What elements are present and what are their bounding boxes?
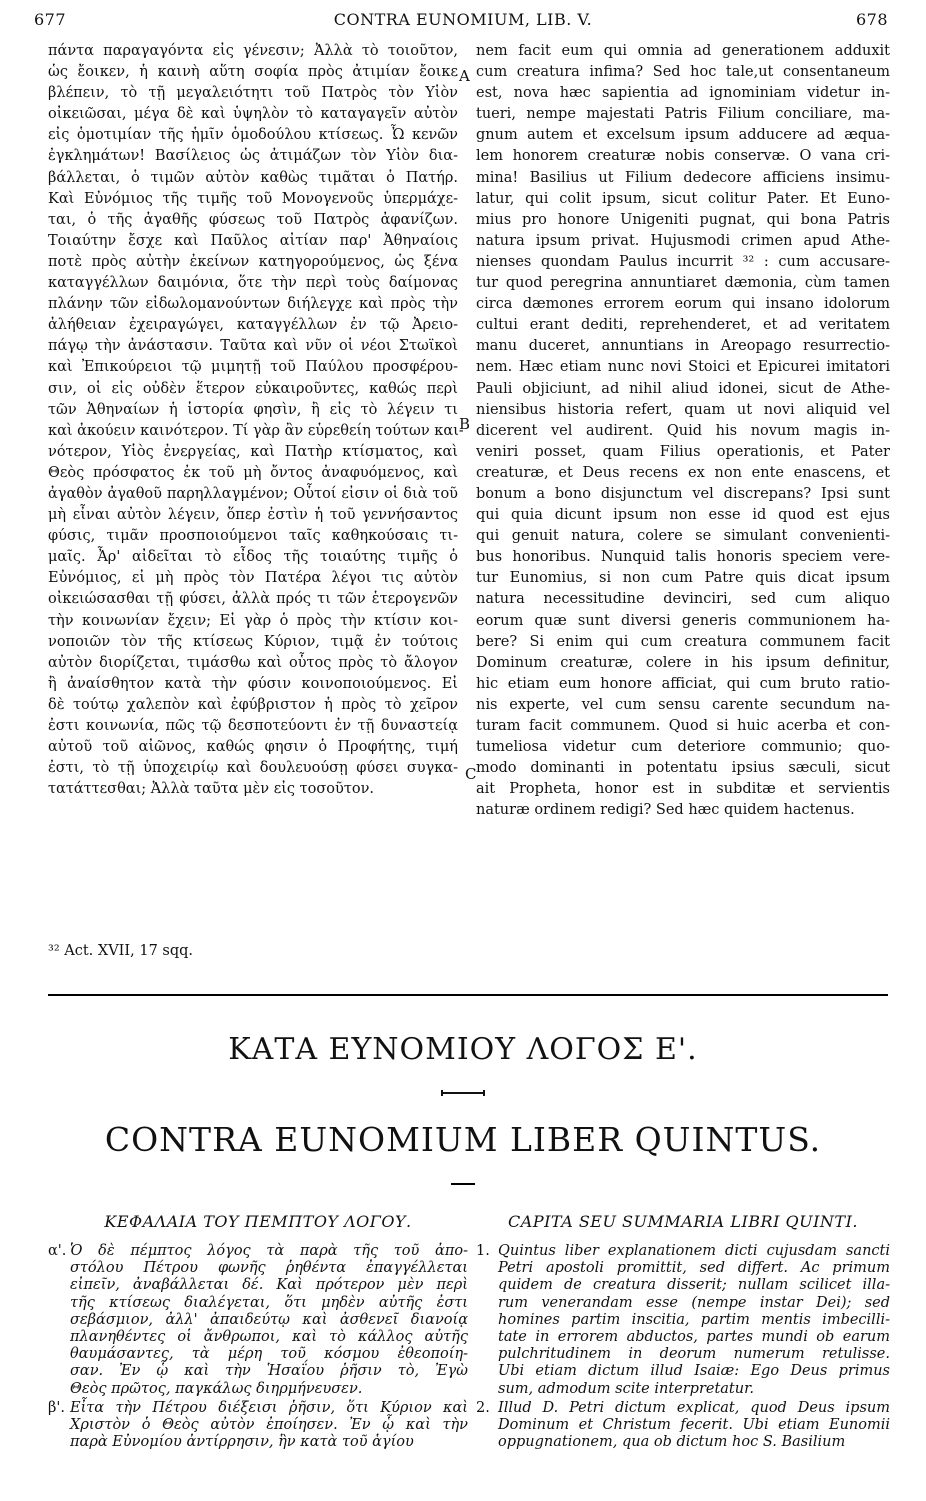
greek-text-line: βάλλεται, ὁ τιμῶν αὐτὸν καθὼς τιμᾶται ὁ Πατήρ. (48, 169, 458, 186)
latin-text-line: qui genuit natura, colere se simulant convenienti- (476, 528, 890, 545)
latin-text-line: nienses quondam Paulus incurrit ³² : cum accusare- (476, 253, 890, 270)
greek-text-line: τατάττεσθαι; Ἀλλὰ ταῦτα μὲν εἰς τοσοῦτον. (48, 781, 375, 798)
latin-text-line: nem. Hæc etiam nunc novi Stoici et Epicurei imitatori (476, 359, 890, 376)
greek-text-line: ποτὲ πρὸς αὐτὴν ἐκείνων κατηγορούμενος, ὡς ξένα (48, 253, 458, 270)
greek-text-line: Καὶ Εὐνόμιος τῆς τιμῆς τοῦ Μονογενοῦς ὑπερμάχε- (48, 190, 458, 207)
chapter-summary-line: πλανηθέντες οἱ ἄνθρωποι, καὶ τὸ κάλλος αὐτῆς (70, 1329, 468, 1346)
latin-text-line: veniri posset, quam Filius operationis, et Pater (476, 443, 890, 460)
chapter-summary-line: Quintus liber explanationem dicti cujusdam sancti (498, 1243, 890, 1259)
chapter-summary-line: θαυμάσαντες, τὰ μέρη τοῦ κόσμου ἐθεοποίη- (70, 1346, 468, 1363)
latin-text-line: latur, qui colit ipsum, sicut colitur Pater. Et Euno- (476, 190, 890, 207)
greek-text-line: Θεὸς πρόσφατος ἐκ τοῦ μὴ ὄντος ἀναφυόμενος, καὶ (48, 464, 458, 481)
chapter-summary-line: homines partim inscitia, partim mentis imbecilli- (498, 1311, 890, 1328)
greek-text-line: βλέπειν, τὸ τῇ μεγαλειότητι τοῦ Πατρὸς τὸν Υἱὸν (48, 85, 458, 102)
latin-chapter-list (476, 1243, 890, 1453)
latin-text-line: cum creatura infima? Sed hoc tale,ut consentaneum (476, 64, 890, 81)
latin-text-line: qui quia dicunt ipsum non esse id quod est ejus (476, 507, 890, 524)
section-divider (48, 994, 888, 996)
greek-text-line: πάντα παραγαγόντα εἰς γένεσιν; Ἀλλὰ τὸ τοιοῦτον, (48, 43, 458, 59)
section-marker-a: A (459, 67, 470, 85)
chapter-summary-line: pulchritudinem in deorum numerum retulisse. (498, 1346, 890, 1363)
latin-text-line: cultui erant dediti, reprehenderet, et ad veritatem (476, 317, 890, 334)
latin-text-line: bonum a bono disjunctum vel discrepans? Ipsi sunt (476, 485, 890, 502)
latin-text-line: tur quod peregrina annuntiaret dæmonia, cùm tamen (476, 275, 890, 292)
latin-text-line: nem facit eum qui omnia ad generationem adduxit (476, 43, 890, 59)
chapter-number: β'. (48, 1399, 65, 1416)
latin-chapter-item (476, 1243, 890, 1398)
section-marker-c: C (465, 765, 477, 783)
chapter-number: α'. (48, 1243, 67, 1259)
greek-text-line: αὐτοῦ τοῦ αἰῶνος, καθώς φησιν ὁ Προφήτης, τιμή (48, 739, 458, 756)
greek-text-line: οἰκειώσασθαι τῇ φύσει, ἀλλὰ πρός τι τῶν ἑτερογενῶν (48, 591, 458, 608)
latin-column (476, 41, 890, 821)
running-title: CONTRA EUNOMIUM, LIB. V. (333, 10, 593, 29)
greek-chapter-item (48, 1400, 468, 1452)
latin-text-line: hic etiam eum honore afficiat, qui cum bruto ratio- (476, 675, 890, 692)
latin-text-line: ait Propheta, honor est in subditæ et servientis (476, 781, 890, 798)
greek-text-line: ἢ ἀναίσθητον κατὰ τὴν φύσιν κοινοποιούμενος. Εἰ (48, 675, 458, 692)
latin-text-line: tueri, nempe majestati Patris Filium conciliare, ma- (476, 106, 890, 123)
chapter-summary-line: Θεὸς πρῶτος, παγκάλως διηρμήνευσεν. (70, 1380, 363, 1397)
greek-text-line: τῶν Ἀθηναίων ἡ ἱστορία φησὶν, ἢ εἰς τὸ λέγειν τι (48, 401, 458, 418)
chapter-summary-line: Petri apostoli promittit, sed differt. Ac primum (498, 1260, 890, 1277)
chapter-summary-line: τῆς κτίσεως διαλέγεται, ὅτι μηδὲν αὐτῆς ἐστι (70, 1294, 468, 1311)
chapter-summary-line: παρὰ Εὐνομίου ἀντίρρησιν, ἣν κατὰ τοῦ ἁγίου (70, 1434, 414, 1451)
greek-text-line: μαῖς. Ἆρ' αἰδεῖται τὸ εἶδος τῆς τοιαύτης τιμῆς ὁ (48, 549, 458, 566)
chapter-summary-line: rum venerandam esse (nempe instar Dei); sed (498, 1294, 890, 1311)
greek-text-line: ἀλήθειαν ἐχειραγώγει, καταγγέλλων ἐν τῷ Ἀρειο- (48, 317, 458, 334)
latin-text-line: tur Eunomius, si non cum Patre quis dicat ipsum (476, 570, 890, 587)
greek-text-line: δὲ τούτῳ χαλεπὸν καὶ ἐφύβριστον ἡ πρὸς τὸ χεῖρον (48, 696, 458, 713)
short-divider (451, 1183, 475, 1185)
latin-text-line: modo dominanti in potentatu ipsius sæculi, sicut (476, 760, 890, 777)
latin-text-line: turam facit communem. Quod si huic acerba et con- (476, 718, 890, 734)
greek-text-line: μὴ εἶναι αὐτὸν λέγειν, ὅπερ ἐστὶν ἡ τοῦ γεννήσαντος (48, 507, 458, 524)
chapter-number: 1. (476, 1243, 490, 1259)
greek-column (48, 41, 464, 800)
page-number-right: 678 (855, 10, 888, 29)
greek-text-line: Τοιαύτην ἔσχε καὶ Παῦλος αἰτίαν παρ' Ἀθηναίοις (48, 232, 458, 249)
latin-text-line: circa dæmones errorem eorum qui insano idolorum (476, 296, 890, 313)
greek-chapter-list (48, 1243, 468, 1453)
greek-text-line: αὐτὸν διορίζεται, τιμάσθω καὶ οὗτος πρὸς τὸ ἄλογον (48, 654, 458, 671)
latin-text-line: lem honorem creaturæ nobis conservæ. O vana cri- (476, 148, 890, 165)
chapter-summary-line: tate in errorem abductos, partes mundi ob earum (498, 1329, 890, 1346)
chapter-summary-line: σεβάσμιον, ἀλλ' ἀπαιδεύτῳ καὶ ἀσθενεῖ διανοίᾳ (70, 1311, 468, 1328)
chapter-summary-line: Illud D. Petri dictum explicat, quod Deus ipsum (498, 1399, 890, 1416)
latin-text-line: gnum autem et excelsum ipsum adducere ad æqua- (476, 127, 890, 144)
chapter-summary-line: εἰπεῖν, ἀναβάλλεται δέ. Καὶ πρότερον μὲν περὶ (70, 1277, 468, 1294)
greek-text-line: καταγγέλλων δαιμόνια, ὅτε τὴν περὶ τοὺς δαίμονας (48, 275, 458, 292)
page-number-left: 677 (34, 10, 67, 29)
greek-text-line: τὴν κοινωνίαν ἔχειν; Εἰ γὰρ ὁ πρὸς τὴν κτίσιν κοι- (48, 612, 458, 629)
section-marker-b: B (459, 415, 471, 433)
latin-text-line: dicerent vel audirent. Quid his novum magis in- (476, 422, 890, 439)
chapter-summary-line: στόλου Πέτρου φωνῆς ῥηθέντα ἐπαγγέλλεται (70, 1260, 468, 1277)
latin-text-line: est, nova hæc sapientia ad ignominiam videtur in- (476, 85, 890, 102)
greek-text-line: οἰκειῶσαι, μέγα δὲ καὶ ὑψηλὸν τὸ καταγαγεῖν αὐτὸν (48, 106, 458, 123)
chapter-summary-line: Χριστὸν ὁ Θεὸς αὐτὸν ἐποίησεν. Ἐν ᾧ καὶ τὴν (70, 1417, 468, 1434)
greek-text-line: καὶ ἀκούειν καινότερον. Τί γὰρ ἂν εὑρεθείη τούτων και- (48, 422, 464, 439)
greek-text-line: ὡς ἔοικεν, ἡ καινὴ αὕτη σοφία πρὸς ἀτιμίαν ἔοικε (48, 64, 458, 81)
greek-text-line: φύσις, τιμᾶν προσποιούμενοι ταῖς καθηκούσαις τι- (48, 528, 458, 545)
latin-text-line: naturæ ordinem redigi? Sed hæc quidem hactenus. (476, 802, 855, 819)
greek-text-line: ἀγαθὸν ἀγαθοῦ παρηλλαγμένον; Οὗτοί εἰσιν οἱ διὰ τοῦ (48, 485, 458, 502)
chapter-summary-line: Dominum et Christum fecerit. Ubi etiam Eunomii (498, 1417, 890, 1434)
latin-text-line: Dominum creaturæ, colere in his ipsum definitur, (476, 654, 890, 671)
chapter-summary-line: Ὁ δὲ πέμπτος λόγος τὰ παρὰ τῆς τοῦ ἀπο- (70, 1243, 468, 1259)
greek-text-line: ἐστι κοινωνία, πῶς τῷ δεσποτεύοντι ἐν τῇ δυναστείᾳ (48, 718, 458, 734)
greek-text-line: πλάνην τῶν εἰδωλομανούντων διήλεγχε καὶ πρὸς τὴν (48, 296, 458, 313)
greek-book-title: ΚΑΤΑ ΕΥΝΟΜΙΟΥ ΛΟΓΟΣ Ε'. (228, 1032, 698, 1067)
chapter-summary-line: quidem de creatura disserit; nullam scilicet illa- (498, 1277, 890, 1294)
chapter-summary-line: Εἶτα τὴν Πέτρου διέξεισι ῥῆσιν, ὅτι Κύριον καὶ (70, 1399, 468, 1416)
latin-text-line: manu duceret, annuntians in Areopago resurrectio- (476, 338, 890, 355)
chapter-summary-line: oppugnationem, qua ob dictum hoc S. Basilium (498, 1434, 846, 1451)
greek-text-line: Εὐνόμιος, εἰ μὴ πρὸς τὸν Πατέρα λέγοι τις αὐτὸν (48, 570, 458, 587)
greek-text-line: πάγῳ τὴν ἀνάστασιν. Ταῦτα καὶ νῦν οἱ νέοι Στωϊκοὶ (48, 338, 458, 355)
footnote: ³² Act. XVII, 17 sqq. (48, 943, 194, 959)
latin-text-line: natura ipsum privat. Hujusmodi crimen apud Athe- (476, 232, 890, 249)
greek-text-line: ται, ὁ τῆς ἀγαθῆς φύσεως τοῦ Πατρὸς ἀφανίζων. (48, 211, 458, 228)
greek-chapter-item (48, 1243, 468, 1398)
latin-text-line: creaturæ, et Deus recens ex non ente enascens, et (476, 464, 890, 481)
latin-text-line: eorum quæ sunt diversi generis communionem ha- (476, 612, 890, 629)
latin-text-line: bus honoribus. Nunquid talis honoris speciem vere- (476, 549, 890, 566)
latin-text-line: niensibus historia refert, quam ut novi aliquid vel (476, 401, 890, 418)
chapter-summary-line: Ubi etiam dictum illud Isaiæ: Ego Deus primus (498, 1363, 890, 1380)
greek-text-line: εἰς ὁμοτιμίαν τῆς ἡμῖν ὁμοδούλου κτίσεως. Ὦ κενῶν (48, 127, 458, 144)
ornament-divider (441, 1090, 485, 1096)
latin-chapter-heading: CAPITA SEU SUMMARIA LIBRI QUINTI. (508, 1212, 858, 1231)
latin-text-line: mius pro honore Unigeniti pugnat, qui bona Patris (476, 211, 890, 228)
latin-book-title: CONTRA EUNOMIUM LIBER QUINTUS. (104, 1120, 822, 1159)
greek-text-line: νότερον, Υἱὸς ἐνεργείας, καὶ Πατὴρ κτίσματος, καὶ (48, 443, 458, 460)
latin-text-line: bere? Si enim qui cum creatura communem facit (476, 633, 890, 650)
greek-text-line: καὶ Ἐπικούρειοι τῷ μιμητῇ τοῦ Παύλου προσφέρου- (48, 359, 458, 376)
greek-text-line: ἐστι, τὸ τῇ ὑποχειρίῳ καὶ δουλευούσῃ φύσει συγκα- (48, 760, 458, 777)
latin-text-line: tumeliosa videtur cum deteriore communio; quo- (476, 739, 890, 756)
greek-chapter-heading: ΚΕΦΑΛΑΙΑ ΤΟΥ ΠΕΜΠΤΟΥ ΛΟΓΟΥ. (104, 1212, 412, 1231)
latin-text-line: Pauli objiciunt, ad nihil aliud idonei, sicut de Athe- (476, 380, 890, 397)
latin-text-line: mina! Basilius ut Filium dedecore afficiens insimu- (476, 169, 890, 186)
chapter-summary-line: sum, admodum scite interpretatur. (498, 1380, 755, 1397)
chapter-number: 2. (476, 1399, 490, 1416)
greek-text-line: σιν, οἱ εἰς οὐδὲν ἕτερον εὐκαιροῦντες, καθώς περὶ (48, 380, 458, 397)
latin-chapter-item (476, 1400, 890, 1452)
latin-text-line: nis experte, vel cum sensu carente secundum na- (476, 696, 890, 713)
greek-text-line: ἐγκλημάτων! Βασίλειος ὡς ἀτιμάζων τὸν Υἱὸν δια- (48, 148, 458, 165)
chapter-summary-line: σαν. Ἐν ᾧ καὶ τὴν Ἡσαΐου ῥῆσιν τὸ, Ἐγὼ (70, 1363, 468, 1380)
latin-text-line: natura necessitudine devinciri, sed cum aliquo (476, 591, 890, 608)
greek-text-line: νοποιῶν τὸν τῆς κτίσεως Κύριον, τιμᾷ ἐν τούτοις (48, 633, 458, 650)
